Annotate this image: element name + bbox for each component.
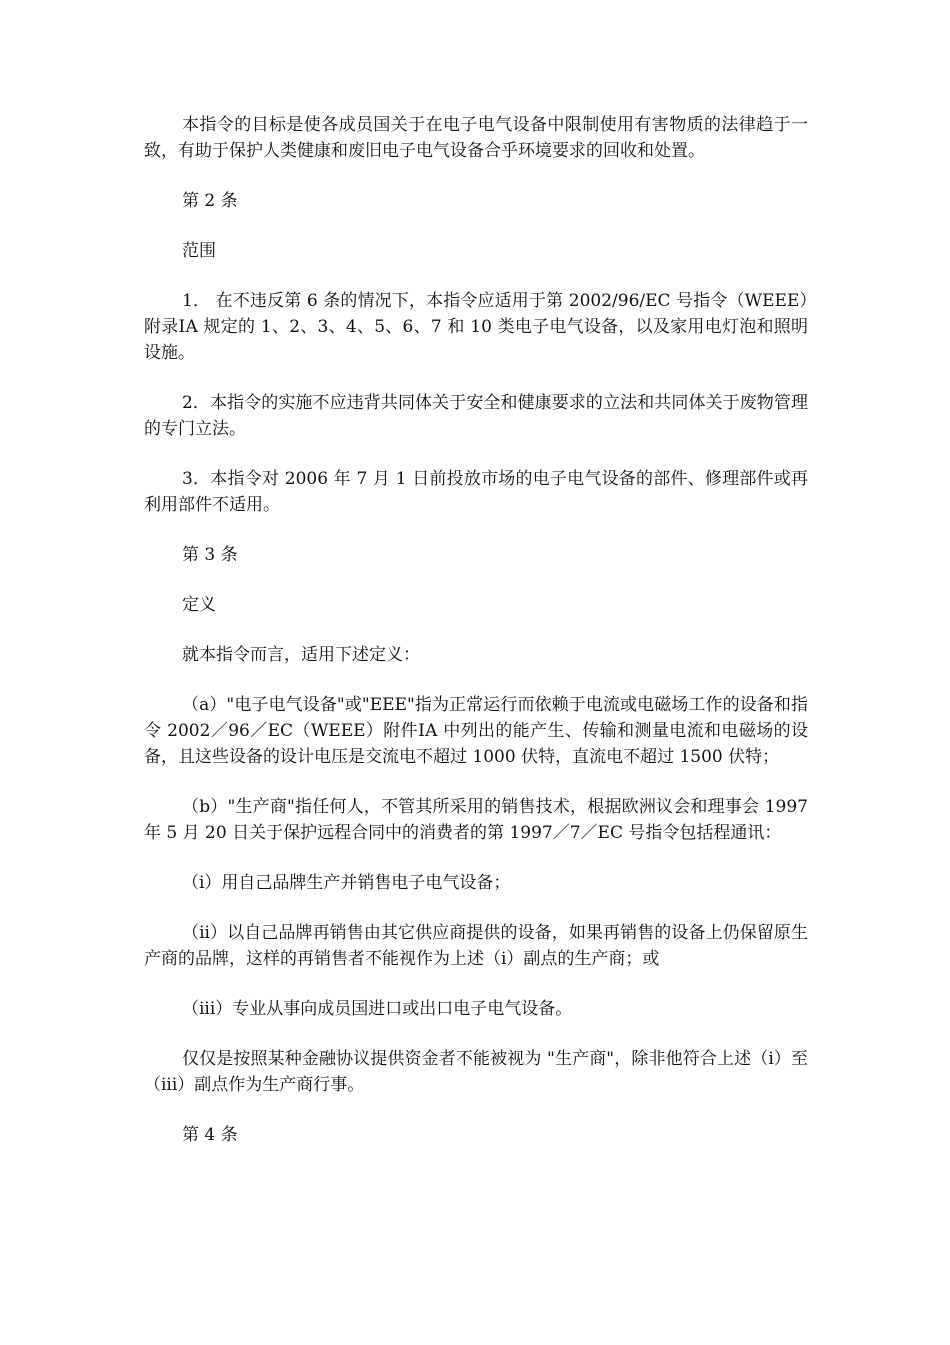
scope-heading: 范围	[182, 241, 216, 261]
financing-note: 仅仅是按照某种金融协议提供资金者不能被视为 "生产商"，除非他符合上述（i）至（iii）副点作为生产商行事。	[144, 1049, 808, 1095]
definition-a: （a）"电子电气设备"或"EEE"指为正常运行而依赖于电流或电磁场工作的设备和指令 2002／96／EC（WEEE）附件ⅠA 中列出的能产生、传输和测量电流和电磁场的设备，且这些设备的设计电压是交流电不超过 1000 伏特，直流电不超过 1500 伏特；	[144, 695, 808, 767]
scope-clause-3: 3．本指令对 2006 年 7 月 1 日前投放市场的电子电气设备的部件、修理部件或再利用部件不适用。	[144, 469, 808, 515]
definition-b: （b）"生产商"指任何人，不管其所采用的销售技术，根据欧洲议会和理事会 1997 年 5 月 20 日关于保护远程合同中的消费者的第 1997／7／EC 号指令包括程通讯：	[144, 797, 808, 843]
definitions-heading: 定义	[182, 595, 216, 615]
scope-clause-1: 1． 在不违反第 6 条的情况下，本指令应适用于第 2002/96/EC 号指令（WEEE）附录ⅠA 规定的 1、2、3、4、5、6、7 和 10 类电子电气设备，以及家用电灯泡和照明设施。	[144, 291, 808, 363]
article-2-heading: 第 2 条	[182, 191, 238, 211]
scope-clause-2: 2．本指令的实施不应违背共同体关于安全和健康要求的立法和共同体关于废物管理的专门立法。	[144, 393, 808, 439]
subpoint-i: （i）用自己品牌生产并销售电子电气设备；	[182, 873, 511, 893]
definitions-intro: 就本指令而言，适用下述定义：	[182, 645, 420, 665]
article-4-heading: 第 4 条	[182, 1125, 238, 1145]
subpoint-ii: （ii）以自己品牌再销售由其它供应商提供的设备，如果再销售的设备上仍保留原生产商的品牌，这样的再销售者不能视作为上述（i）副点的生产商；或	[144, 923, 808, 969]
subpoint-iii: （iii）专业从事向成员国进口或出口电子电气设备。	[182, 999, 573, 1019]
article-3-heading: 第 3 条	[182, 545, 238, 565]
document-body	[144, 112, 808, 1172]
objective-paragraph: 本指令的目标是使各成员国关于在电子电气设备中限制使用有害物质的法律趋于一致，有助于保护人类健康和废旧电子电气设备合乎环境要求的回收和处置。	[144, 115, 808, 161]
